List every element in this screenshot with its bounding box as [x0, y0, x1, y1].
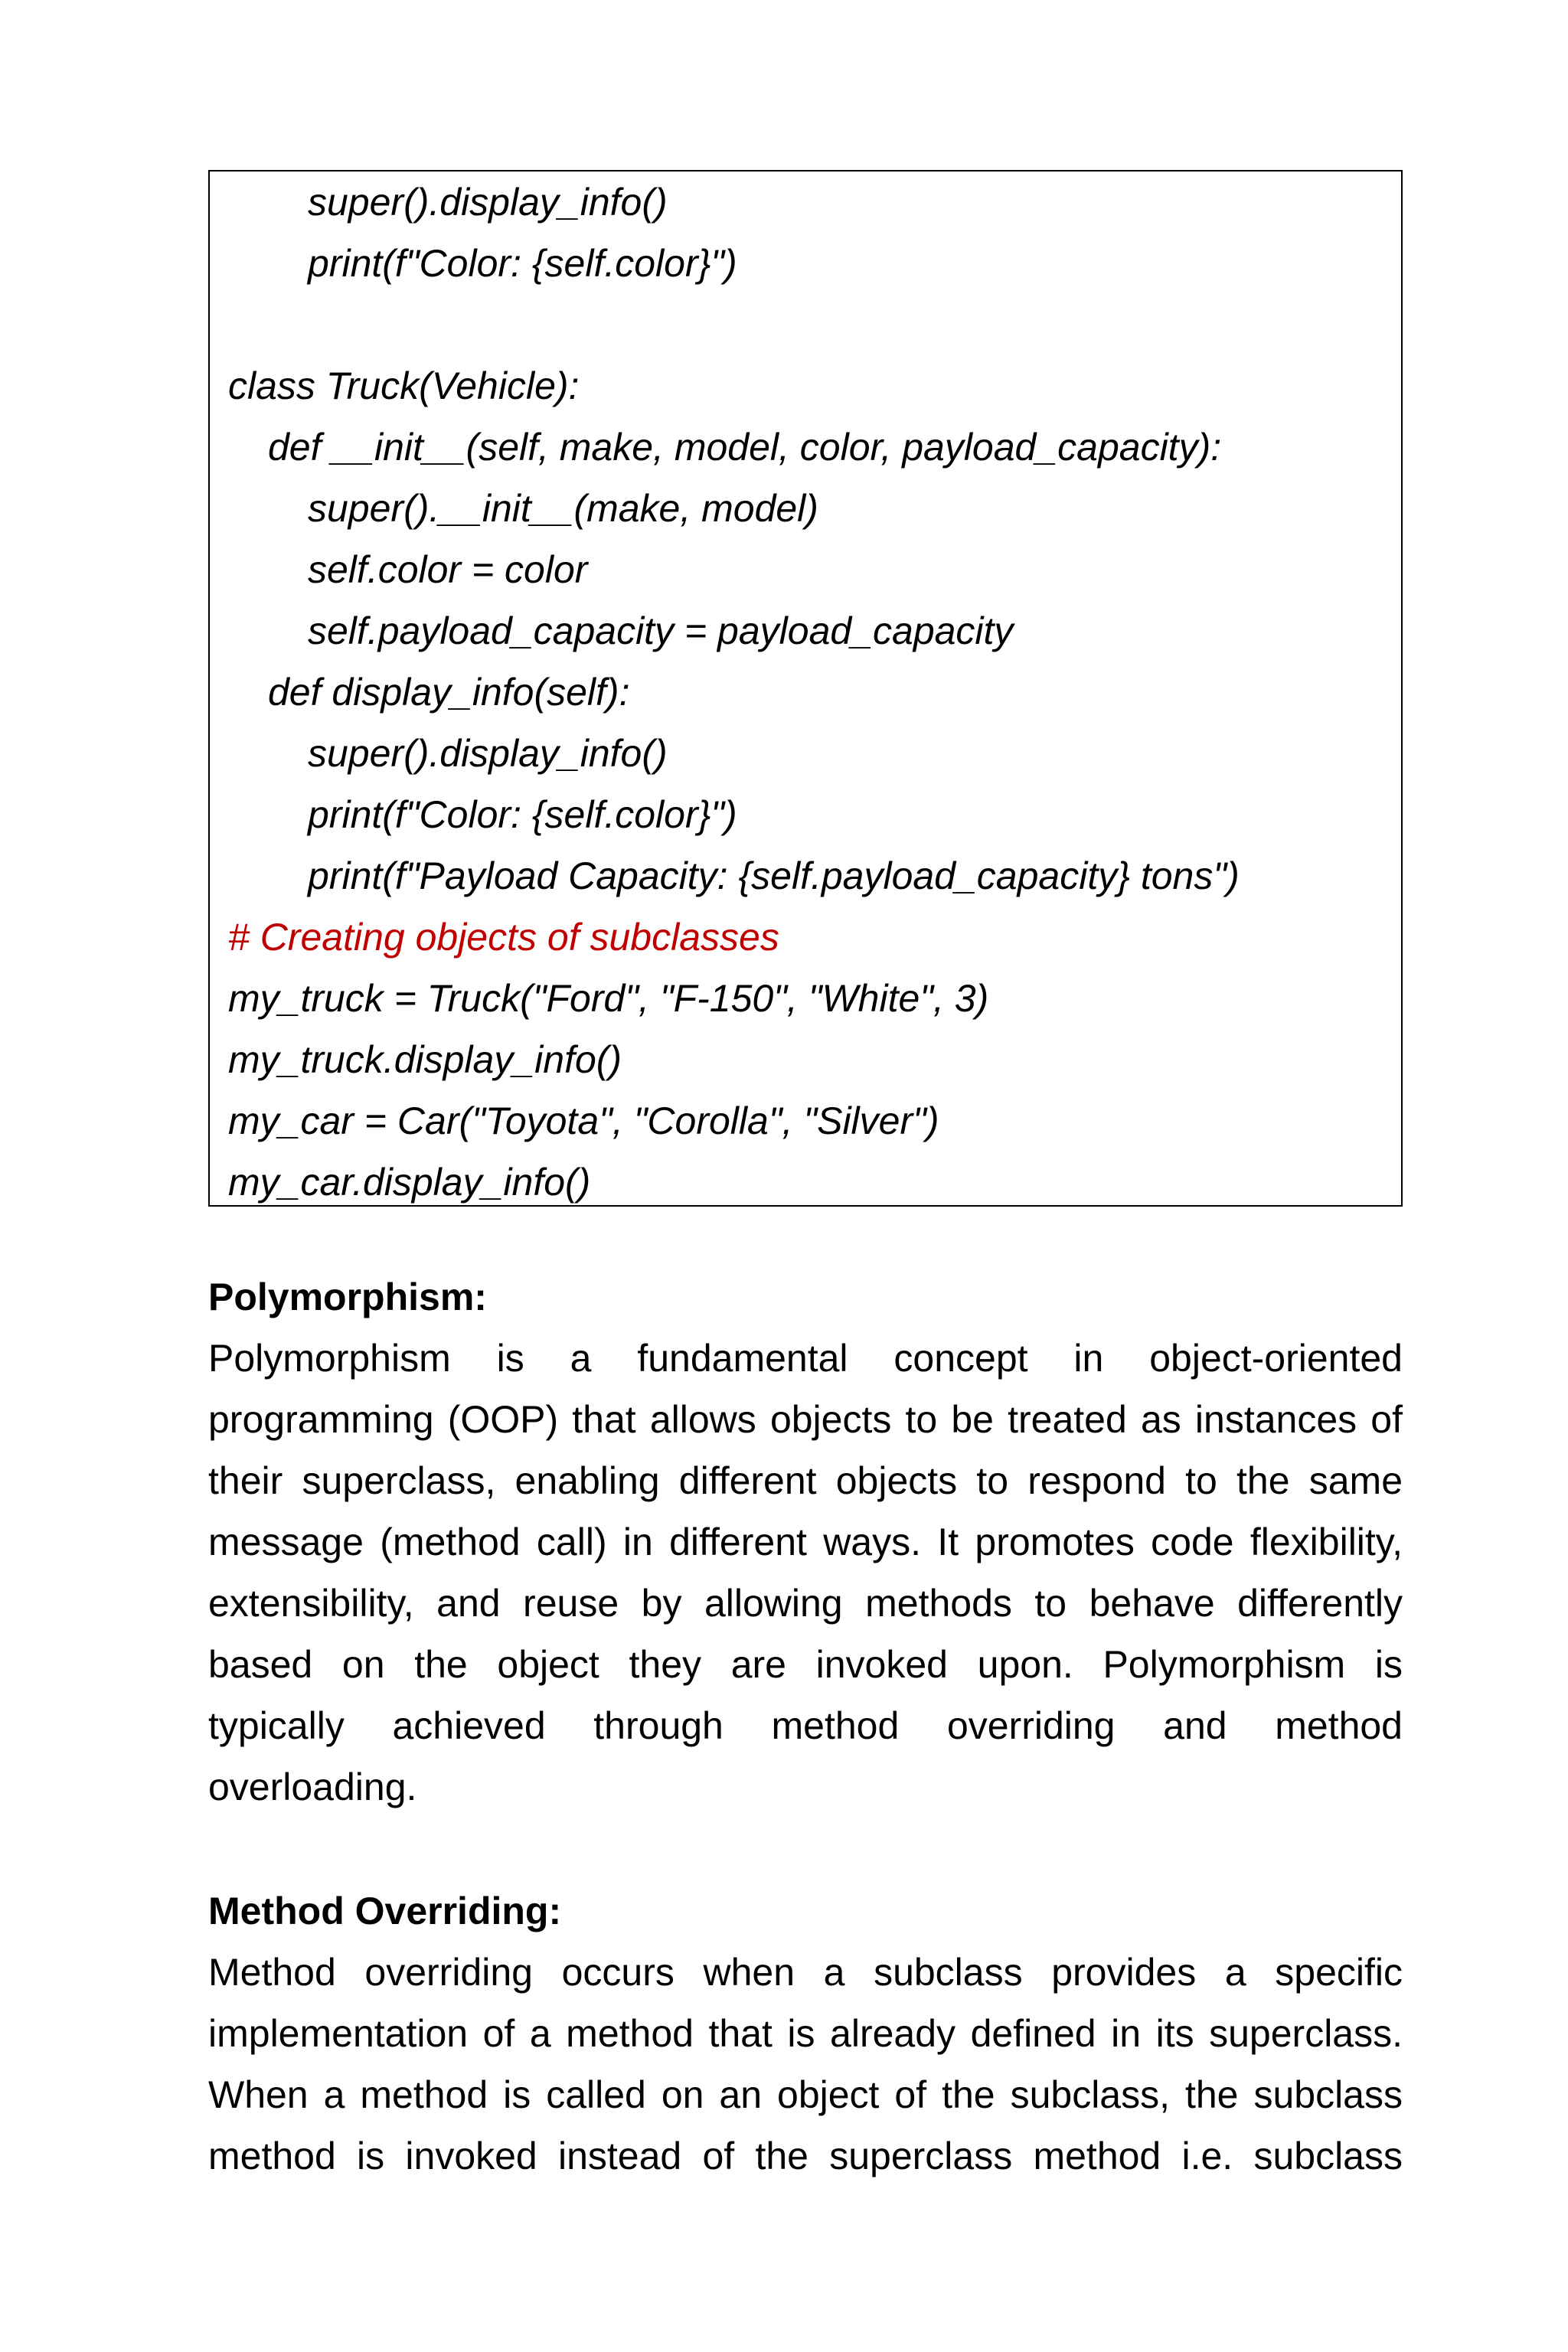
code-line: print(f"Color: {self.color}"): [308, 242, 737, 285]
section-heading-polymorphism: Polymorphism:: [208, 1276, 487, 1318]
code-line: print(f"Payload Capacity: {self.payload_capacity} tons"): [308, 854, 1240, 897]
paragraph-line: extensibility, and reuse by allowing methods to behave differently: [208, 1582, 1403, 1625]
code-line: def display_info(self):: [268, 671, 630, 714]
code-line: super().display_info(): [308, 732, 668, 775]
paragraph-line: When a method is called on an object of the subclass, the subclass: [208, 2073, 1403, 2116]
paragraph-line: Method overriding occurs when a subclass provides a specific: [208, 1951, 1403, 1994]
code-line: print(f"Color: {self.color}"): [308, 793, 737, 836]
code-line: class Truck(Vehicle):: [228, 364, 580, 407]
code-line: my_truck.display_info(): [228, 1038, 622, 1081]
section-heading-method-overriding: Method Overriding:: [208, 1890, 562, 1932]
paragraph-line: message (method call) in different ways. It promotes code flexibility,: [208, 1521, 1403, 1563]
code-comment: # Creating objects of subclasses: [228, 916, 779, 959]
paragraph-line: Polymorphism is a fundamental concept in object-oriented: [208, 1337, 1403, 1380]
code-line: self.color = color: [308, 548, 588, 591]
code-line: super().__init__(make, model): [308, 487, 818, 530]
paragraph-line: method is invoked instead of the superclass method i.e. subclass: [208, 2135, 1403, 2177]
code-line: def __init__(self, make, model, color, payload_capacity):: [268, 426, 1222, 469]
code-line: my_truck = Truck("Ford", "F-150", "White", 3): [228, 977, 989, 1020]
paragraph-line: programming (OOP) that allows objects to be treated as instances of: [208, 1398, 1403, 1441]
code-line: my_car = Car("Toyota", "Corolla", "Silver"): [228, 1099, 939, 1142]
code-line: my_car.display_info(): [228, 1161, 591, 1204]
paragraph-method-overriding: [208, 1942, 1403, 2187]
code-line: self.payload_capacity = payload_capacity: [308, 609, 1014, 652]
paragraph-line: based on the object they are invoked upon. Polymorphism is: [208, 1643, 1403, 1686]
code-block: [208, 170, 1403, 1207]
paragraph-line: their superclass, enabling different objects to respond to the same: [208, 1459, 1403, 1502]
paragraph-line: typically achieved through method overriding and method: [208, 1704, 1403, 1747]
paragraph-polymorphism: [208, 1328, 1403, 1818]
paragraph-line: implementation of a method that is already defined in its superclass.: [208, 2012, 1403, 2055]
paragraph-line: overloading.: [208, 1766, 417, 1808]
code-line: super().display_info(): [308, 181, 668, 224]
